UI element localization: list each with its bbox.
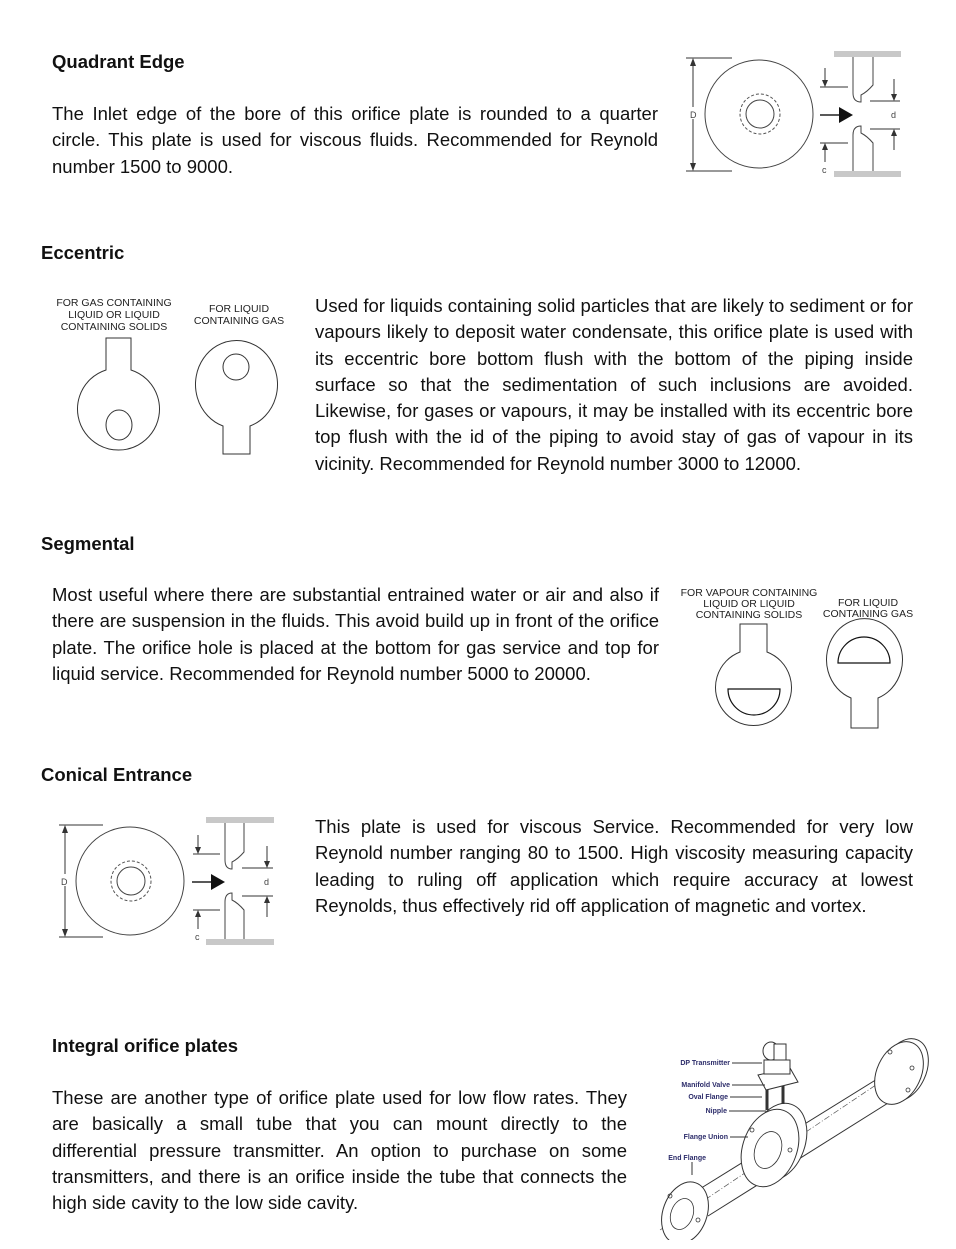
- dimension-label-c: c: [195, 932, 200, 942]
- eccentric-caption-left-line1: FOR GAS CONTAINING: [56, 297, 172, 309]
- dimension-label-D: D: [690, 110, 697, 120]
- eccentric-diagram: [40, 290, 300, 460]
- part-label-manifold-valve: Manifold Valve: [681, 1082, 730, 1089]
- segmental-caption-right-line1: FOR LIQUID: [837, 597, 899, 609]
- dimension-label-d: d: [264, 877, 270, 887]
- eccentric-caption-right-line2: CONTAINING GAS: [193, 315, 285, 327]
- section-title-integral-orifice-plates: Integral orifice plates: [52, 1035, 239, 1056]
- integral-orifice-assembly-diagram: [650, 1030, 940, 1240]
- quadrant-edge-diagram: [680, 40, 910, 190]
- part-label-oval-flange: Oval Flange: [688, 1094, 728, 1101]
- segmental-caption-left-line3: CONTAINING SOLIDS: [695, 609, 803, 621]
- section-title-conical-entrance: Conical Entrance: [41, 764, 193, 785]
- segmental-caption-left-line2: LIQUID OR LIQUID: [703, 598, 795, 610]
- segmental-caption-right-line2: CONTAINING GAS: [822, 608, 914, 620]
- dimension-label-D: D: [61, 877, 68, 887]
- section-body-integral-orifice-plates: These are another type of orifice plate used for low flow rates. They are basically a small tube that you can mount directly to the differential pressure transmitter. An option to purchase on some transmitters, and there is an orifice inside the tube that connects the high side cavity to the low side cavity.: [52, 1087, 627, 1214]
- section-body-conical-entrance: This plate is used for viscous Service. Recommended for very low Reynold number ranging 80 to 1500. High viscosity measuring capacity leading to ruling off application which require accuracy at lowest Reynolds, thus effectively rid off application of magnetic and vortex.: [315, 816, 913, 916]
- section-body-quadrant-edge: The Inlet edge of the bore of this orifice plate is rounded to a quarter circle. This plate is used for viscous fluids. Recommended for Reynold number 1500 to 9000.: [52, 103, 658, 177]
- part-label-flange-union: Flange Union: [683, 1134, 728, 1141]
- part-label-end-flange: End Flange: [668, 1155, 706, 1162]
- segmental-diagram: [680, 580, 920, 740]
- eccentric-caption-right-line1: FOR LIQUID: [208, 303, 270, 315]
- dimension-label-c: c: [822, 165, 827, 175]
- section-body-eccentric: Used for liquids containing solid particles that are likely to sediment or for vapours likely to deposit water condensate, this orifice plate is used with its eccentric bore bottom flush with the bottom of the piping inside surface so that the sedimentation of such inclusions are avoided. Likewise, for gases or vapours, it may be installed with its eccentric bore top flush with the id of the piping to avoid stay of gas of vapour in its vicinity. Recommended for Reynold number 3000 to 12000.: [315, 295, 913, 474]
- section-body-segmental: Most useful where there are substantial entrained water or air and also if there are suspension in the fluids. This avoid build up in front of the orifice plate. The orifice hole is placed at the bottom for gas service and top for liquid service. Recommended for Reynold number 5000 to 20000.: [52, 584, 659, 684]
- conical-entrance-diagram: [55, 812, 280, 947]
- section-title-eccentric: Eccentric: [41, 242, 125, 263]
- eccentric-caption-left-line2: LIQUID OR LIQUID: [68, 309, 160, 321]
- section-title-segmental: Segmental: [41, 533, 135, 554]
- part-label-dp-transmitter: DP Transmitter: [680, 1060, 730, 1067]
- segmental-caption-left-line1: FOR VAPOUR CONTAINING: [680, 587, 818, 599]
- dimension-label-d: d: [891, 110, 897, 120]
- eccentric-caption-left-line3: CONTAINING SOLIDS: [60, 321, 168, 333]
- part-label-nipple: Nipple: [705, 1108, 727, 1115]
- section-title-quadrant-edge: Quadrant Edge: [52, 51, 185, 72]
